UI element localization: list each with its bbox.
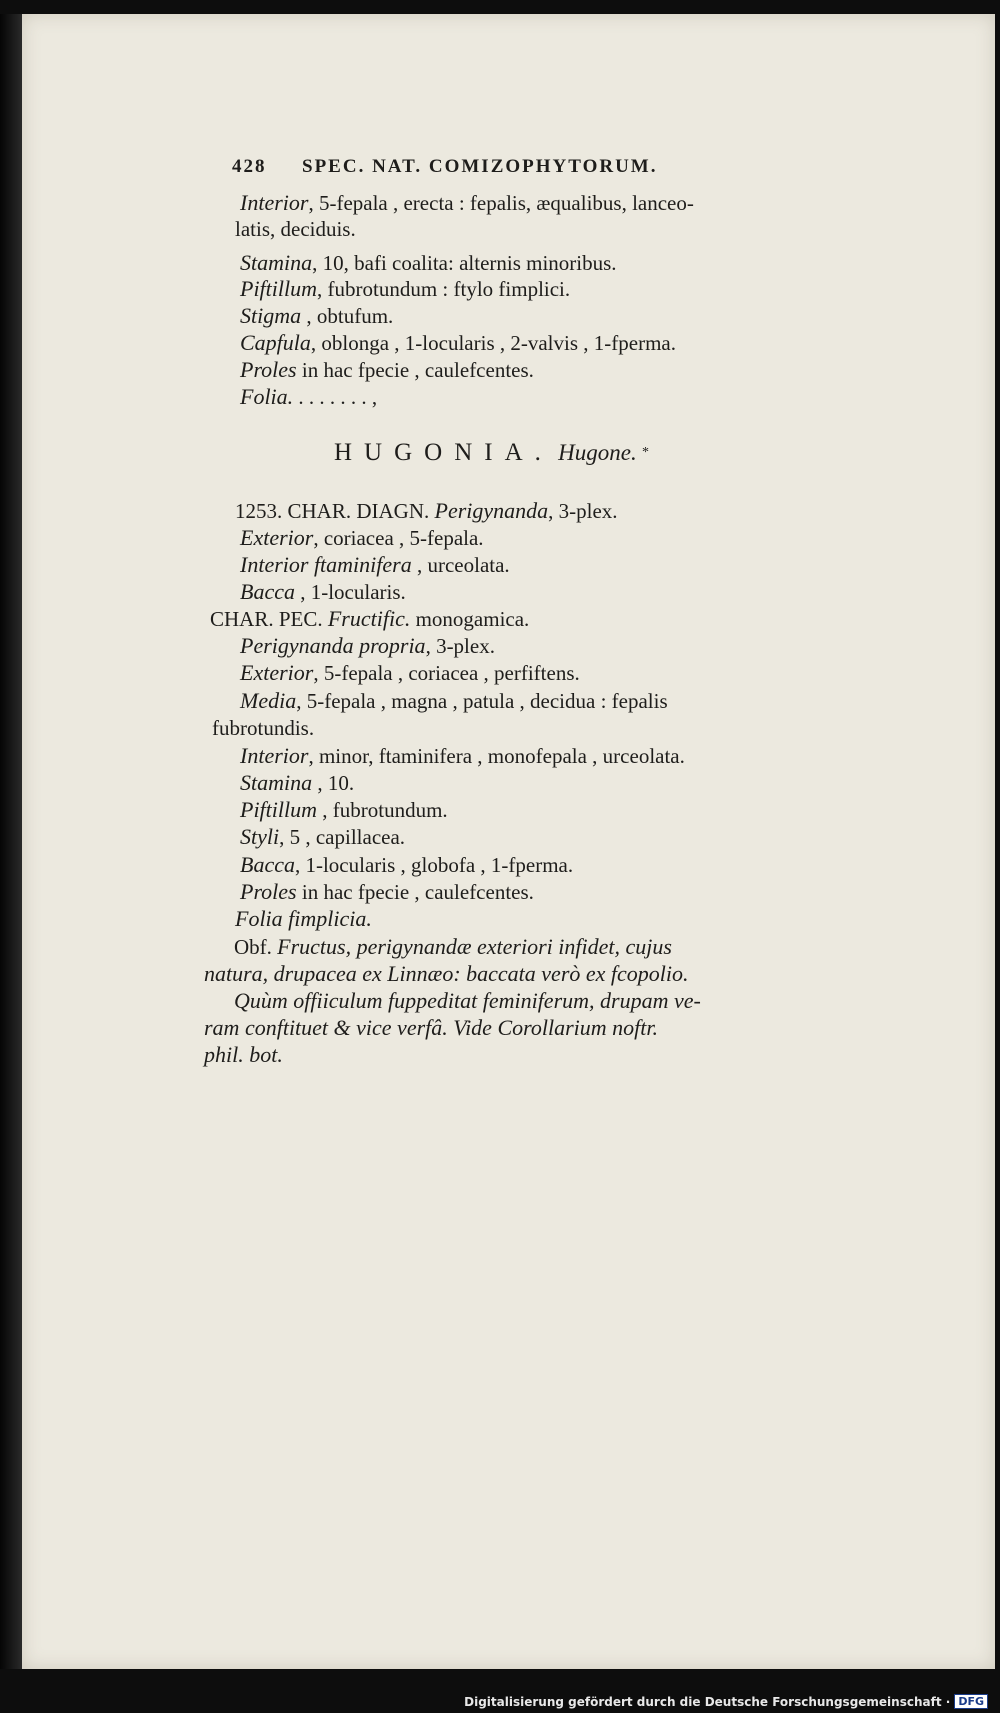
text-line: Styli, 5 , capillacea. <box>240 824 406 849</box>
page-number: 428 <box>232 156 267 177</box>
text-line: phil. bot. <box>204 1042 283 1067</box>
text-line: Interior, 5-fepala , erecta : fepalis, æqualibus, lanceo- <box>240 190 694 215</box>
text-line: Folia. . . . . . . . , <box>240 384 378 409</box>
genus-common-name: Hugone. <box>558 440 637 465</box>
text-line: Folia fimplicia. <box>235 906 372 931</box>
text-line: natura, drupacea ex Linnæo: baccata verò ex fcopolio. <box>204 961 689 986</box>
digitization-credit <box>464 1694 988 1709</box>
text-line: Bacca , 1-locularis. <box>240 579 406 604</box>
text-line: fubrotundis. <box>212 716 315 740</box>
text-line: Capfula, oblonga , 1-locularis , 2-valvis , 1-fperma. <box>240 330 676 355</box>
text-line: CHAR. PEC. Fructific. monogamica. <box>210 606 530 631</box>
genus-heading <box>334 440 649 466</box>
dfg-logo: DFG <box>954 1694 988 1709</box>
text-line: Obf. Fructus, perigynandæ exteriori infidet, cujus <box>234 934 672 959</box>
text-line: ram conftituet & vice verfâ. Vide Corollarium noftr. <box>204 1015 658 1040</box>
genus-title: HUGONIA. <box>334 439 553 466</box>
book-page <box>22 14 995 1669</box>
text-line: Stigma , obtufum. <box>240 303 394 328</box>
text-line: Perigynanda propria, 3-plex. <box>240 633 495 658</box>
text-line: Stamina, 10, bafi coalita: alternis minoribus. <box>240 250 617 275</box>
text-line: 1253. CHAR. DIAGN. Perigynanda, 3-plex. <box>235 498 618 523</box>
text-line: Piftillum, fubrotundum : ftylo fimplici. <box>240 276 571 301</box>
credit-text: Digitalisierung gefördert durch die Deutsche Forschungsgemeinschaft · <box>464 1694 951 1709</box>
text-line: Proles in hac fpecie , caulefcentes. <box>240 879 534 904</box>
running-head: SPEC. NAT. COMIZOPHYTORUM. <box>302 156 658 177</box>
text-line: Bacca, 1-locularis , globofa , 1-fperma. <box>240 852 574 877</box>
text-line: Interior ftaminifera , urceolata. <box>240 552 510 577</box>
text-line: Stamina , 10. <box>240 770 355 795</box>
text-line: Exterior, coriacea , 5-fepala. <box>240 525 484 550</box>
text-line: Exterior, 5-fepala , coriacea , perfiftens. <box>240 660 580 685</box>
text-line: Piftillum , fubrotundum. <box>240 797 448 822</box>
footnote-mark: * <box>641 445 649 460</box>
text-line: Proles in hac fpecie , caulefcentes. <box>240 357 534 382</box>
text-line: Interior, minor, ftaminifera , monofepala , urceolata. <box>240 743 685 768</box>
text-line: Media, 5-fepala , magna , patula , decidua : fepalis <box>240 688 668 713</box>
text-line: Quùm offiiculum fuppeditat feminiferum, drupam ve- <box>234 988 701 1013</box>
text-line: latis, deciduis. <box>235 217 356 241</box>
scan-binding-edge <box>0 14 22 1669</box>
